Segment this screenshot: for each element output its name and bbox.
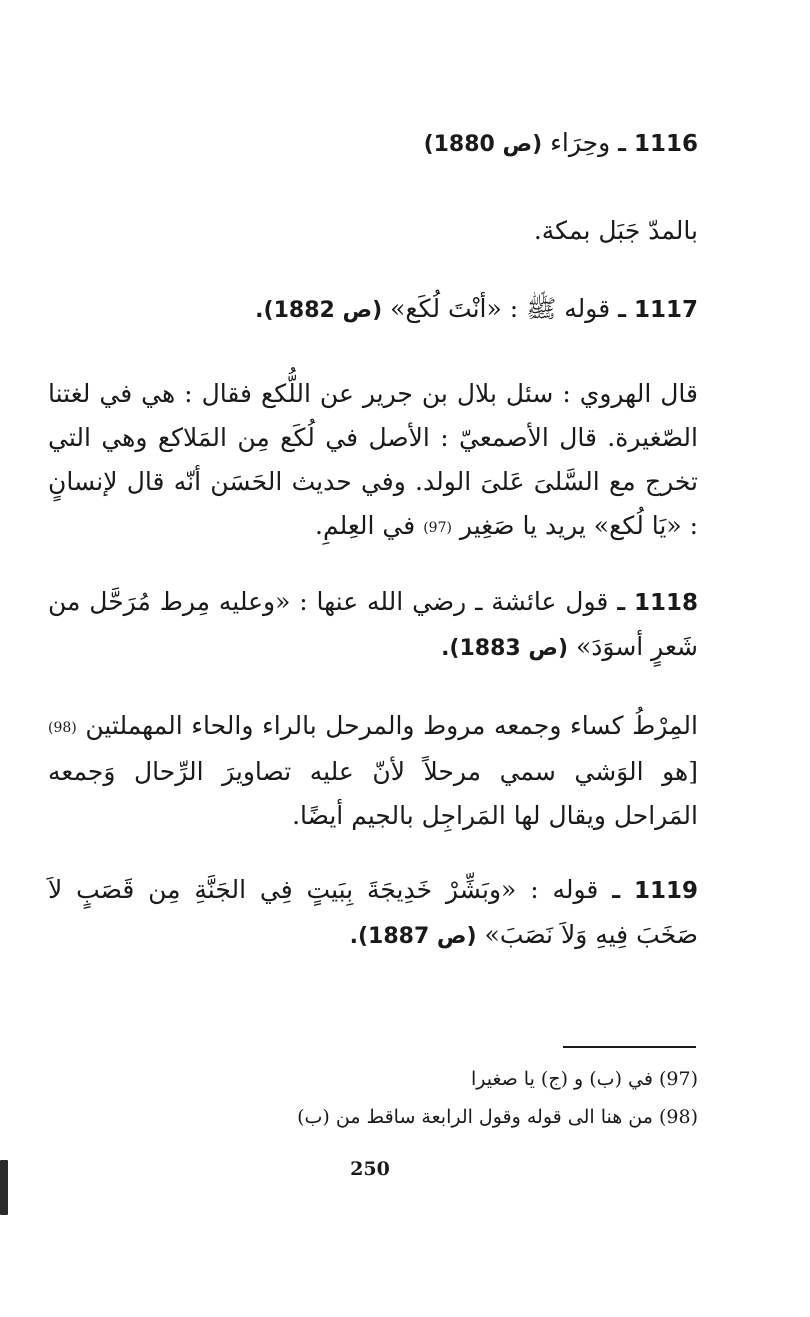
scan-edge-mark — [0, 1160, 8, 1215]
footnote-mark-98[interactable]: (98) — [48, 720, 77, 736]
definition-text: بالمدّ جَبَل بمكة. — [533, 216, 698, 245]
footnote-97: (97) في (ب) و (ج) يا صغيرا — [470, 1068, 698, 1090]
entry-1117 — [48, 287, 698, 333]
footnotes — [98, 1060, 698, 1136]
entry-1116 — [48, 121, 698, 167]
entry-number: 1119 ـ — [612, 878, 699, 904]
explanation-text: المِرْطُ كساء وجمعه مروط والمرحل بالراء والحاء المهملتين — [85, 711, 698, 740]
page-reference: (ص 1880) — [423, 132, 543, 157]
footnote-mark-97[interactable]: (97) — [423, 520, 452, 536]
entry-lemma: قوله : «وبَشِّرْ خَدِيجَةَ بِبَيتٍ فِي الجَنَّةِ مِن قَصَبٍ لاَ صَخَبَ فِيهِ وَلاَ نَصَبَ» — [48, 875, 698, 949]
entry-1117-explanation — [48, 372, 698, 550]
explanation-text: قال الهروي : سئل بلال بن جرير عن اللُّكع فقال : هي في لغتنا الصّغيرة. قال الأصمعيّ : الأصل في لُكَع مِن المَلاكع وهي التي تخرج مع السَّلىَ عَلىَ الولد. وفي حديث الحَسَن أنّه قال لإنسانٍ : «يَا لُكع» يريد يا صَغِير — [48, 379, 699, 540]
page-reference: (ص 1887). — [349, 924, 477, 949]
entry-1119 — [48, 868, 698, 959]
entry-lemma: قول عائشة ـ رضي الله عنها : «وعليه مِرط مُرَحَّل من شَعرٍ أسوَدَ» — [48, 587, 698, 661]
entry-lemma: قوله ﷺ : «أنْتَ لُكَع» — [390, 294, 611, 323]
page-reference: (ص 1882). — [255, 298, 383, 323]
explanation-tail: [هو الوَشي سمي مرحلاً لأنّ عليه تصاويرَ الرِّحال وَجمعه المَراحل ويقال لها المَراجِل بالجيم أيضًا. — [48, 757, 698, 830]
entry-number: 1118 ـ — [617, 590, 698, 616]
entry-1118 — [48, 580, 698, 671]
page-reference: (ص 1883). — [441, 636, 569, 661]
entry-lemma: وحِرَاء — [550, 128, 611, 157]
explanation-tail: في العِلمِ. — [315, 511, 416, 540]
entry-1116-definition — [48, 209, 698, 253]
entry-1118-explanation — [48, 704, 698, 838]
page-number: 250 — [350, 1158, 390, 1180]
entry-number: 1117 ـ — [618, 297, 698, 323]
entry-number: 1116 ـ — [618, 131, 698, 157]
footnote-98: (98) من هنا الى قوله وقول الرابعة ساقط من (ب) — [297, 1106, 698, 1128]
footnote-separator — [563, 1046, 696, 1048]
